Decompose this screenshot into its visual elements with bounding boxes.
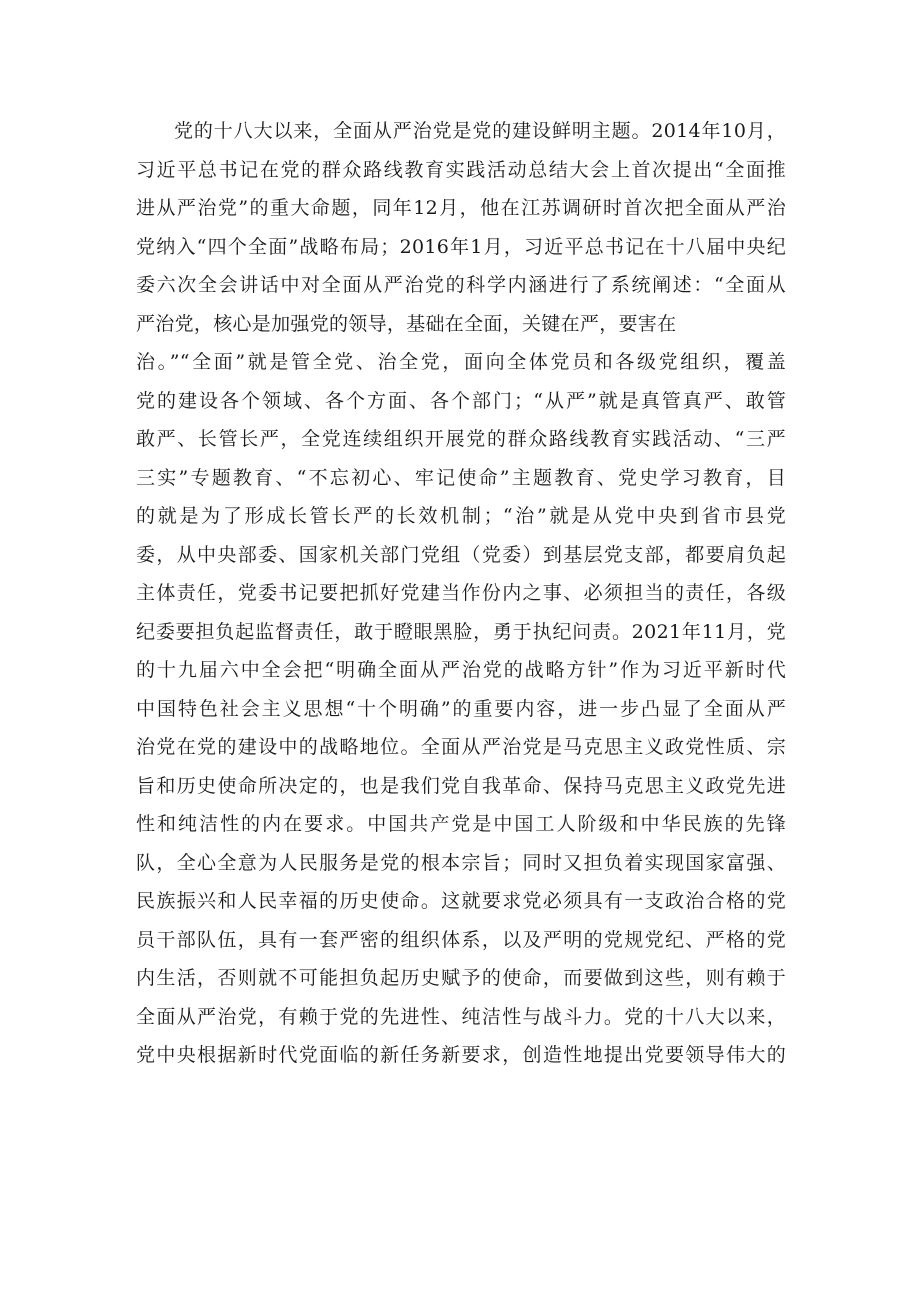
text-line: 党中央根据新时代党面临的新任务新要求，创造性地提出党要领导伟大的 — [136, 1044, 786, 1066]
text-line: 敢严、长管长严，全党连续组织开展党的群众路线教育实践活动、“三严 — [136, 428, 786, 450]
text-line: 委六次全会讲话中对全面从严治党的科学内涵进行了系统阐述：“全面从 — [136, 274, 786, 296]
text-line: 严治党，核心是加强党的领导，基础在全面，关键在严，要害在 — [136, 312, 677, 335]
text-line: 民族振兴和人民幸福的历史使命。这就要求党必须具有一支政治合格的党 — [136, 890, 786, 912]
text-line: 的就是为了形成长管长严的长效机制；“治”就是从党中央到省市县党 — [136, 505, 786, 527]
text-line: 党的建设各个领域、各个方面、各个部门；“从严”就是真管真严、敢管 — [136, 389, 786, 412]
text-line: 旨和历史使命所决定的，也是我们党自我革命、保持马克思主义政党先进 — [136, 774, 786, 797]
text-line: 治党在党的建设中的战略地位。全面从严治党是马克思主义政党性质、宗 — [136, 736, 786, 758]
text-line: 中国特色社会主义思想“十个明确”的重要内容，进一步凸显了全面从严 — [136, 697, 786, 720]
text-line: 性和纯洁性的内在要求。中国共产党是中国工人阶级和中华民族的先锋 — [136, 813, 786, 835]
text-line: 习近平总书记在党的群众路线教育实践活动总结大会上首次提出“全面推 — [136, 158, 786, 181]
text-line: 内生活，否则就不可能担负起历史赋予的使命，而要做到这些，则有赖于 — [136, 967, 786, 989]
text-line: 委，从中央部委、国家机关部门党组（党委）到基层党支部，都要肩负起 — [136, 543, 786, 566]
text-line: 员干部队伍，具有一套严密的组织体系，以及严明的党规党纪、严格的党 — [136, 928, 786, 951]
text-line: 治。”“全面”就是管全党、治全党，面向全体党员和各级党组织，覆盖 — [136, 351, 786, 373]
text-line: 进从严治党”的重大命题，同年12月，他在江苏调研时首次把全面从严治 — [136, 197, 786, 219]
text-line: 党纳入“四个全面”战略布局；2016年1月，习近平总书记在十八届中央纪 — [136, 235, 786, 258]
text-line: 三实”专题教育、“不忘初心、牢记使命”主题教育、党史学习教育，目 — [136, 466, 786, 489]
text-line: 的十九届六中全会把“明确全面从严治党的战略方针”作为习近平新时代 — [136, 659, 786, 681]
body-paragraph — [136, 112, 786, 1075]
text-line: 主体责任，党委书记要把抓好党建当作份内之事、必须担当的责任，各级 — [136, 582, 786, 604]
text-line: 党的十八大以来，全面从严治党是党的建设鲜明主题。2014年10月， — [174, 120, 786, 142]
text-line: 队，全心全意为人民服务是党的根本宗旨；同时又担负着实现国家富强、 — [136, 851, 786, 874]
text-line: 纪委要担负起监督责任，敢于瞪眼黑脸，勇于执纪问责。2021年11月，党 — [136, 620, 786, 643]
text-line: 全面从严治党，有赖于党的先进性、纯洁性与战斗力。党的十八大以来， — [136, 1005, 786, 1028]
